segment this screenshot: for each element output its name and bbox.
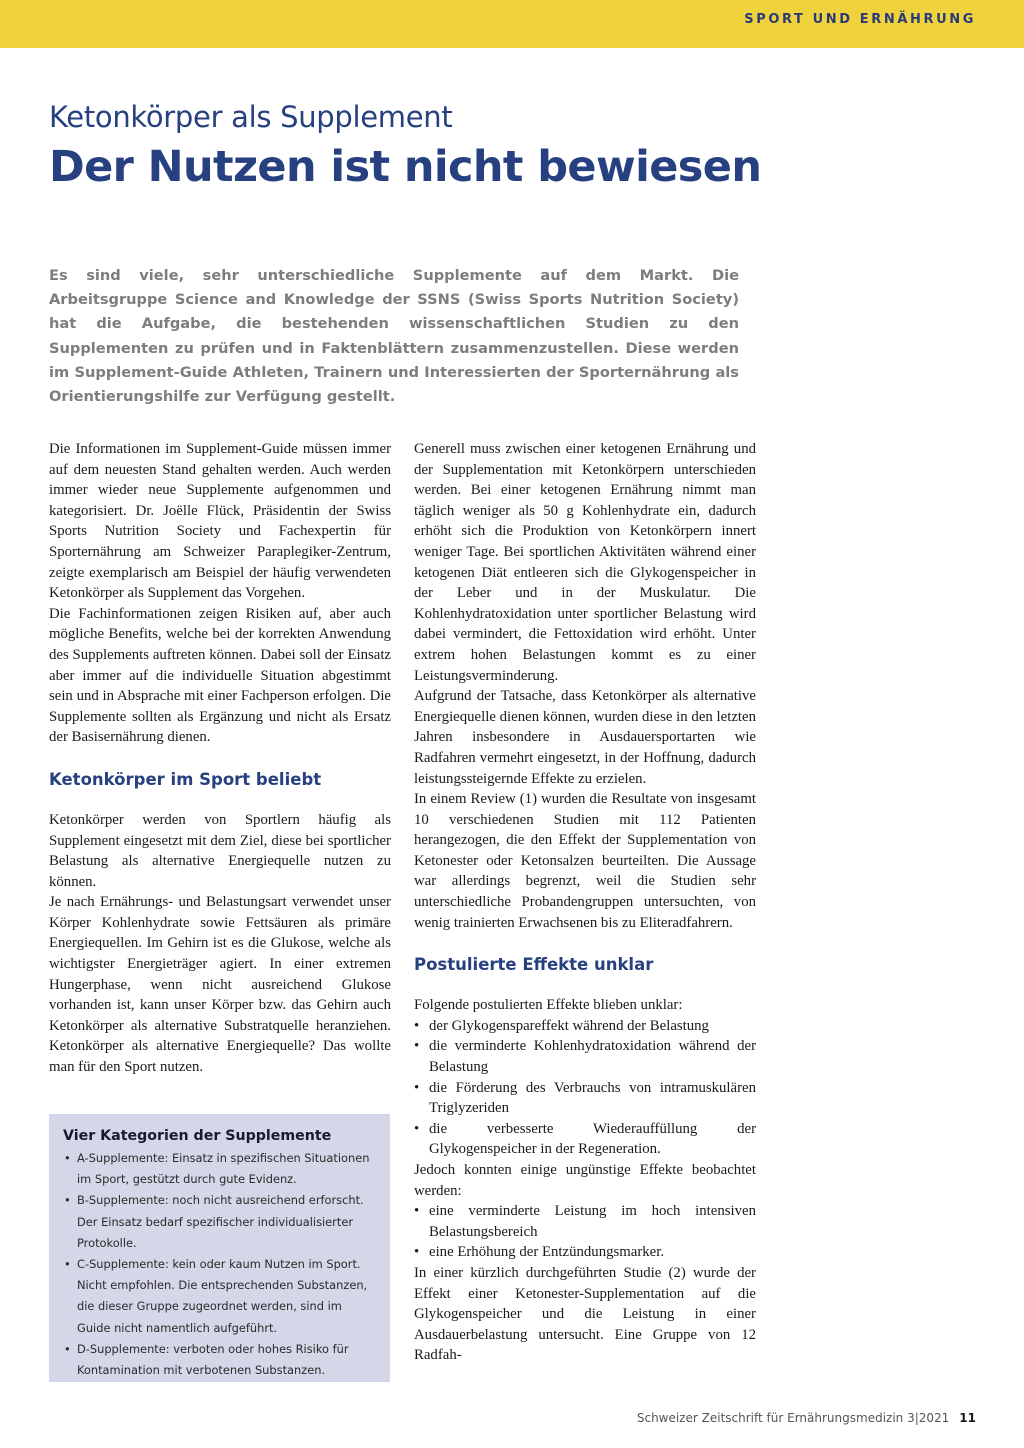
article-title: Der Nutzen ist nicht bewiesen xyxy=(49,142,762,192)
list-item: • eine verminderte Leistung im hoch intensiven Belastungsbereich xyxy=(414,1201,756,1242)
list-item: • eine Erhöhung der Entzündungsmarker. xyxy=(414,1242,756,1263)
page-number: 11 xyxy=(959,1411,976,1425)
info-box xyxy=(49,1114,390,1382)
list-item: • A-Supplemente: Einsatz in spezifischen Situationen im Sport, gestützt durch gute Evidenz. xyxy=(63,1148,376,1190)
info-box-title: Vier Kategorien der Supplemente xyxy=(63,1128,332,1144)
paragraph: In einer kürzlich durchgeführten Studie (2) wurde der Effekt einer Ketonester-Supplementation auf die Glykogenspeicher und die Leistung in einer Ausdauerbelastung untersucht. Eine Gruppe von 12 Radfah- xyxy=(414,1264,756,1364)
section-heading: Ketonkörper im Sport beliebt xyxy=(49,769,322,789)
list-item: • die verbesserte Wiederauffüllung der Glykogenspeicher in der Regeneration. xyxy=(414,1119,756,1160)
paragraph: Jedoch konnten einige ungünstige Effekte beobachtet werden: xyxy=(414,1162,756,1199)
paragraph: Die Fachinformationen zeigen Risiken auf, aber auch mögliche Benefits, welche bei der korrekten Anwendung des Supplements auftreten können. Dabei soll der Einsatz aber immer auf die individuelle Situation abgestimmt sein und in Absprache mit einer Fachperson erfolgen. Die Supplemente sollten als Ergänzung und nicht als Ersatz der Basisernährung dienen. xyxy=(49,605,391,746)
section-label: SPORT UND ERNÄHRUNG xyxy=(744,12,976,27)
paragraph: Ketonkörper werden von Sportlern häufig als Supplement eingesetzt mit dem Ziel, diese bei sportlicher Belastung als alternative Energiequelle nutzen zu können. xyxy=(49,811,391,890)
paragraph: Folgende postulierten Effekte blieben unklar: xyxy=(414,997,683,1014)
right-column xyxy=(414,439,756,1366)
left-column xyxy=(49,439,391,1078)
lead-paragraph: Es sind viele, sehr unterschiedliche Supplemente auf dem Markt. Die Arbeitsgruppe Science and Knowledge der SSNS (Swiss Sports Nutrition Society) hat die Aufgabe, die bestehenden wissenschaftlichen Studien zu den Supplementen zu prüfen und in Faktenblättern zusammenzustellen. Diese werden im Supplement-Guide Athleten, Trainern und Interessierten der Sporternährung als Orientierungshilfe zur Verfügung gestellt. xyxy=(49,267,739,406)
section-heading: Postulierte Effekte unklar xyxy=(414,955,654,975)
list-item: • der Glykogenspareffekt während der Belastung xyxy=(414,1016,756,1037)
paragraph: Je nach Ernährungs- und Belastungsart verwendet unser Körper Kohlenhydrate sowie Fettsäuren als primäre Energiequellen. Im Gehirn ist es die Glukose, welche als wichtigster Energieträger agiert. In einer extremen Hungerphase, wenn nicht ausreichend Glukose vorhanden ist, kann unser Körper bzw. das Gehirn auch Ketonkörper als alternative Substratquelle heranziehen. Ketonkörper als alternative Energiequelle? Das wollte man für den Sport nutzen. xyxy=(49,894,391,1076)
effects-list xyxy=(414,1016,756,1160)
article-lead xyxy=(49,264,739,409)
list-item: • die Förderung des Verbrauchs von intramuskulären Triglyzeriden xyxy=(414,1078,756,1119)
paragraph: Generell muss zwischen einer ketogenen Ernährung und der Supplementation mit Ketonkörpern unterschieden werden. Bei einer ketogenen Ernährung nimmt man täglich weniger als 50 g Kohlenhydrate ein, dadurch erhöht sich die Produktion von Ketonkörpern innert weniger Tage. Bei sportlichen Aktivitäten während einer ketogenen Diät entleeren sich die Glykogenspeicher in der Leber und in der Muskulatur. Die Kohlenhydratoxidation unter sportlicher Belastung wird dabei vermindert, die Fettoxidation wird erhöht. Unter extrem hohen Belastungen kommt es zu einer Leistungsverminderung. xyxy=(414,441,756,684)
list-item: • die verminderte Kohlenhydratoxidation während der Belastung xyxy=(414,1036,756,1077)
journal-name: Schweizer Zeitschrift für Ernährungsmedizin 3|2021 xyxy=(636,1411,950,1425)
page-footer xyxy=(637,1411,976,1425)
paragraph: In einem Review (1) wurden die Resultate von insgesamt 10 verschiedenen Studien mit 112 Patienten herangezogen, die den Effekt der Supplementation von Ketonester oder Ketonsalzen beurteilten. Die Aussage war allerdings begrenzt, weil die Studien sehr unterschiedliche Probandengruppen untersuchten, von wenig trainierten Erwachsenen bis zu Eliteradfahrern. xyxy=(414,791,756,931)
article-kicker: Ketonkörper als Supplement xyxy=(49,100,453,134)
list-item: • B-Supplemente: noch nicht ausreichend erforscht. Der Einsatz bedarf spezifischer individualisierter Protokolle. xyxy=(63,1190,376,1254)
adverse-effects-list xyxy=(414,1201,756,1263)
paragraph: Die Informationen im Supplement-Guide müssen immer auf dem neuesten Stand gehalten werden. Auch werden immer wieder neue Supplemente aufgenommen und kategorisiert. Dr. Joëlle Flück, Präsidentin der Swiss Sports Nutrition Society und Fachexpertin für Sporternährung am Schweizer Paraplegiker-Zentrum, zeigte exemplarisch am Beispiel der häufig verwendeten Ketonkörper als Supplement das Vorgehen. xyxy=(49,441,391,602)
list-item: • D-Supplemente: verboten oder hohes Risiko für Kontamination mit verbotenen Substanzen. xyxy=(63,1339,376,1381)
paragraph: Aufgrund der Tatsache, dass Ketonkörper als alternative Energiequelle dienen können, wurden diese in den letzten Jahren insbesondere in Ausdauersportarten wie Radfahren vermehrt eingesetzt, in der Hoffnung, dadurch leistungssteigernde Effekte zu erzielen. xyxy=(414,688,756,787)
list-item: • C-Supplemente: kein oder kaum Nutzen im Sport. Nicht empfohlen. Die entsprechenden Substanzen, die dieser Gruppe zugeordnet werden, sind im Guide nicht namentlich aufgeführt. xyxy=(63,1254,376,1339)
category-list xyxy=(63,1148,376,1381)
